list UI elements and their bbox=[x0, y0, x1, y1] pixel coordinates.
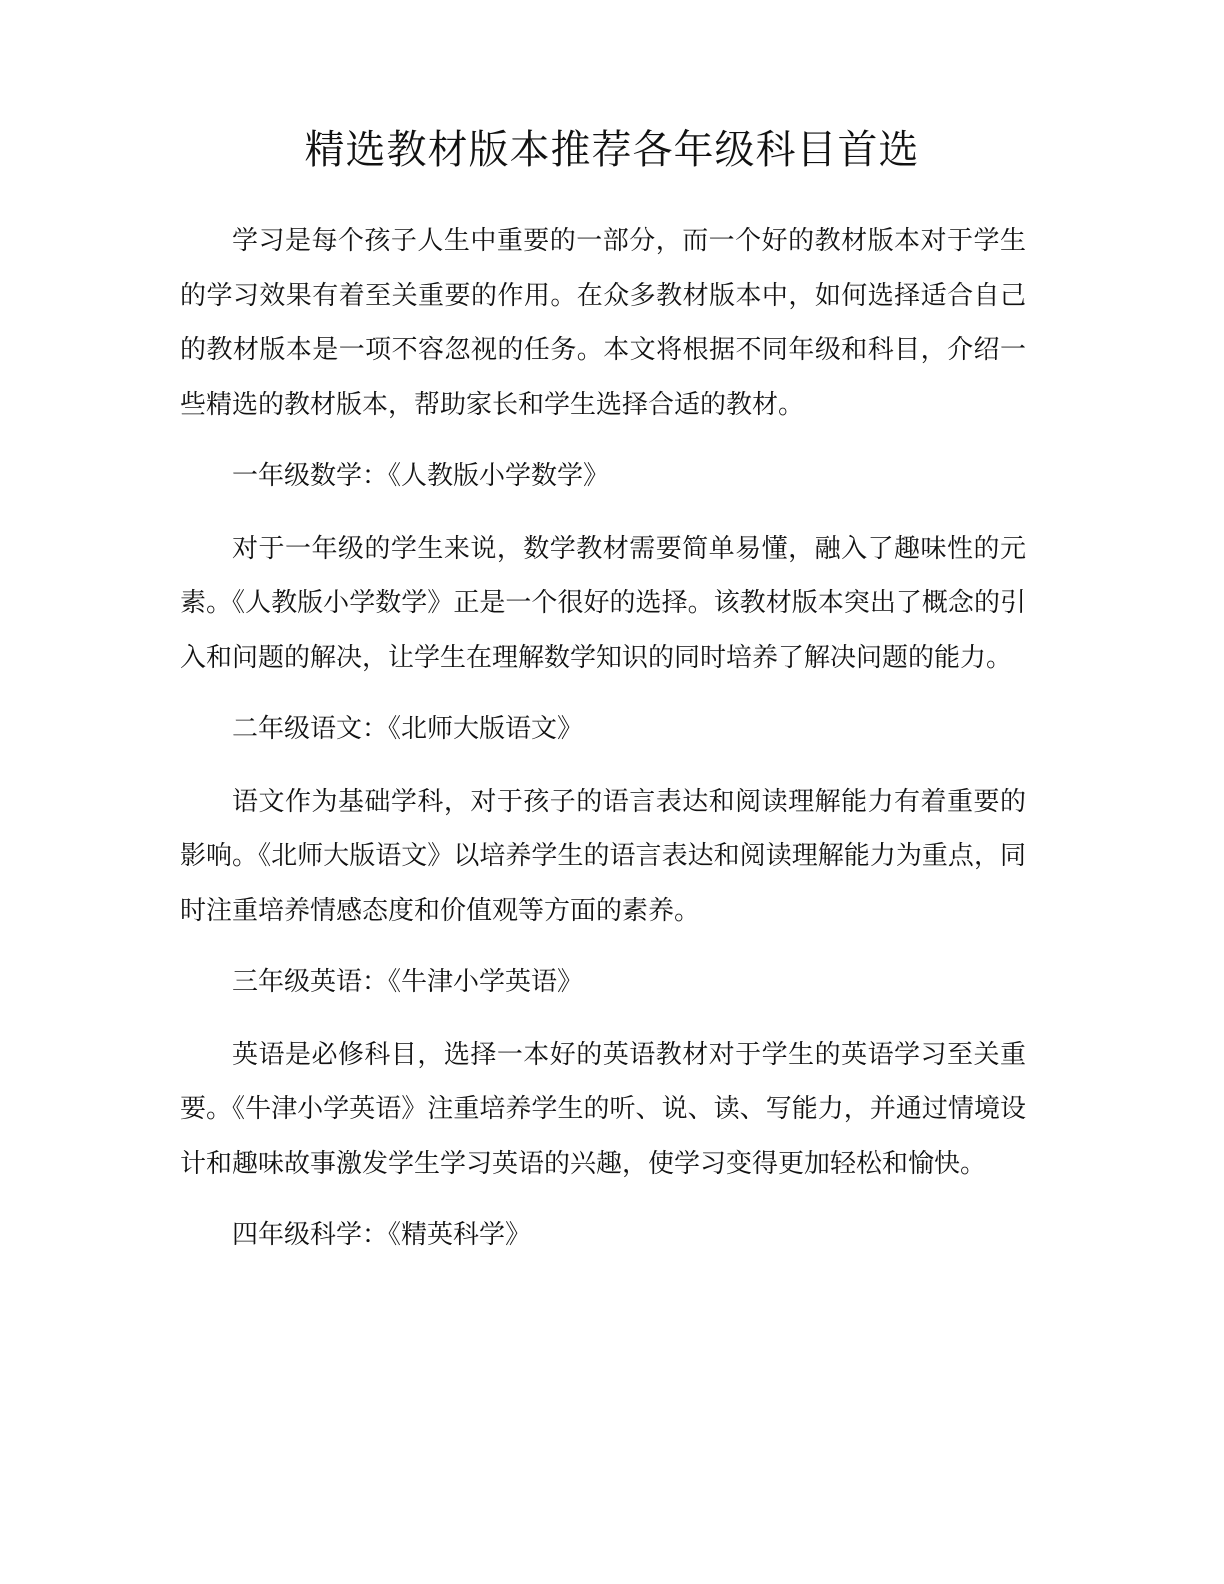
document-body bbox=[180, 214, 1026, 1281]
paragraph-grade1-math: 对于一年级的学生来说，数学教材需要简单易懂，融入了趣味性的元素。《人教版小学数学》正是一个很好的选择。该教材版本突出了概念的引入和问题的解决，让学生在理解数学知识的同时培养了解决问题的能力。 bbox=[180, 533, 1026, 673]
section-heading-grade4-science: 四年级科学：《精英科学》 bbox=[232, 1220, 532, 1250]
paragraph-grade3-english: 英语是必修科目，选择一本好的英语教材对于学生的英语学习至关重要。《牛津小学英语》注重培养学生的听、说、读、写能力，并通过情境设计和趣味故事激发学生学习英语的兴趣，使学习变得更加轻松和愉快。 bbox=[180, 1039, 1026, 1179]
paragraph-grade2-chinese: 语文作为基础学科，对于孩子的语言表达和阅读理解能力有着重要的影响。《北师大版语文》以培养学生的语言表达和阅读理解能力为重点，同时注重培养情感态度和价值观等方面的素养。 bbox=[180, 786, 1026, 926]
section-heading-grade1-math: 一年级数学：《人教版小学数学》 bbox=[232, 461, 610, 491]
section-heading-grade3-english: 三年级英语：《牛津小学英语》 bbox=[232, 967, 584, 997]
document-title: 精选教材版本推荐各年级科目首选 bbox=[304, 127, 920, 173]
intro-paragraph: 学习是每个孩子人生中重要的一部分，而一个好的教材版本对于学生的学习效果有着至关重要的作用。在众多教材版本中，如何选择适合自己的教材版本是一项不容忽视的任务。本文将根据不同年级和科目，介绍一些精选的教材版本，帮助家长和学生选择合适的教材。 bbox=[180, 226, 1026, 420]
section-heading-grade2-chinese: 二年级语文：《北师大版语文》 bbox=[232, 714, 584, 744]
